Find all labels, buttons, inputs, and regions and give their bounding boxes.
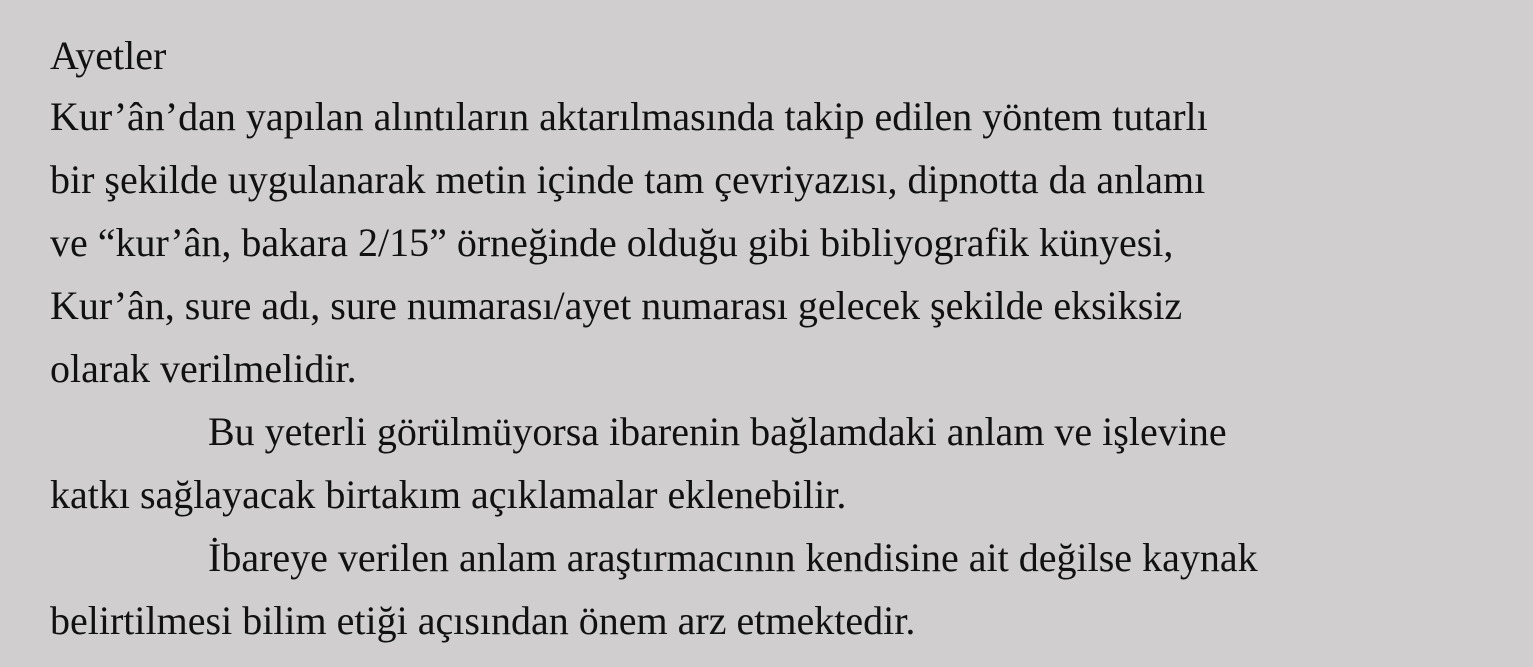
paragraph-line: belirtilmesi bilim etiği açısından önem arz etmektedir. <box>50 598 916 643</box>
paragraph-2 <box>50 400 1503 526</box>
paragraph-line: ve “kur’ân, bakara 2/15” örneğinde olduğu gibi bibliyografik künyesi, <box>50 220 1174 265</box>
paragraph-line: Kur’ân, sure adı, sure numarası/ayet numarası gelecek şekilde eksiksiz <box>50 283 1183 328</box>
paragraph-line: Bu yeterli görülmüyorsa ibarenin bağlamdaki anlam ve işlevine <box>208 409 1227 454</box>
paragraph-line: olarak verilmelidir. <box>50 346 357 391</box>
paragraph-line: Kur’ân’dan yapılan alıntıların aktarılmasında takip edilen yöntem tutarlı <box>50 94 1208 139</box>
paragraph-line: bir şekilde uygulanarak metin içinde tam çevriyazısı, dipnotta da anlamı <box>50 157 1206 202</box>
paragraph-3 <box>50 526 1503 652</box>
paragraph-line: katkı sağlayacak birtakım açıklamalar eklenebilir. <box>50 472 847 517</box>
section-heading: Ayetler <box>50 33 167 78</box>
paragraph-1 <box>50 85 1503 400</box>
paragraph-line: İbareye verilen anlam araştırmacının kendisine ait değilse kaynak <box>208 535 1258 580</box>
